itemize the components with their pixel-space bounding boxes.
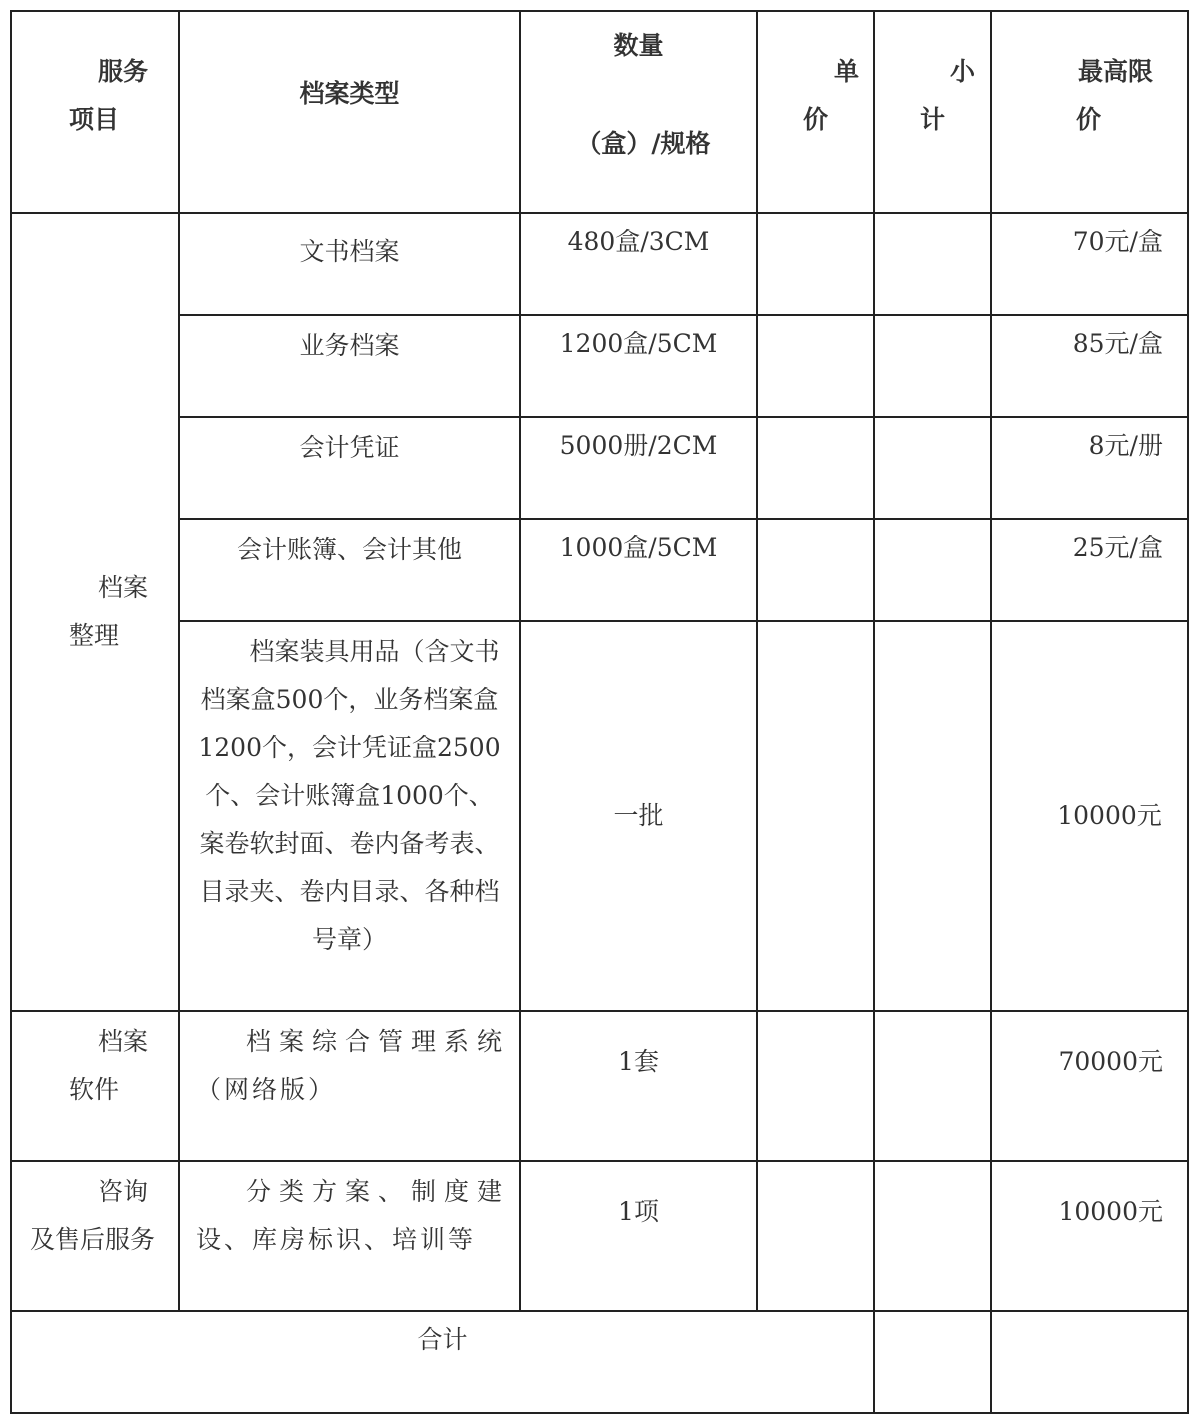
row-type: 分类方案、制度建设、库房标识、培训等: [179, 1161, 520, 1311]
row-subtotal: [874, 621, 991, 1011]
header-unit-price-line2: 价: [803, 105, 829, 134]
row-qty: 1000盒/5CM: [520, 519, 757, 621]
row-type: 业务档案: [179, 315, 520, 417]
header-max-price-line1: 最高限: [1078, 57, 1154, 86]
group-archive: [11, 213, 179, 1011]
row-type: 档案装具用品（含文书档案盒500个，业务档案盒1200个，会计凭证盒2500个、会计账簿盒1000个、案卷软封面、卷内备考表、目录夹、卷内目录、各种档号章）: [179, 621, 520, 1011]
row-unit-price: [757, 621, 874, 1011]
row-subtotal: [874, 1011, 991, 1161]
price-table: [10, 10, 1189, 1414]
row-max: 25元/盒: [991, 519, 1188, 621]
row-max: 70元/盒: [991, 213, 1188, 315]
total-max: [991, 1311, 1188, 1413]
header-subtotal: [874, 11, 991, 213]
row-unit-price: [757, 315, 874, 417]
header-service-line2: 项目: [69, 105, 120, 134]
header-unit-price: [757, 11, 874, 213]
row-unit-price: [757, 417, 874, 519]
row-max: 10000元: [991, 621, 1188, 1011]
row-type: 文书档案: [179, 213, 520, 315]
row-type: 会计账簿、会计其他: [179, 519, 520, 621]
row-qty: 1项: [520, 1161, 757, 1311]
row-unit-price: [757, 1161, 874, 1311]
row-unit-price: [757, 1011, 874, 1161]
group-software-line1: 档案: [98, 1027, 149, 1056]
header-subtotal-line2: 计: [920, 105, 946, 134]
group-archive-line1: 档案: [98, 573, 149, 602]
row-qty: 1套: [520, 1011, 757, 1161]
row-type: 档案综合管理系统（网络版）: [179, 1011, 520, 1161]
table-row: [11, 1011, 1188, 1161]
total-label: 合计: [11, 1311, 874, 1413]
row-max: 70000元: [991, 1011, 1188, 1161]
header-quantity: [520, 11, 757, 213]
row-type: 会计凭证: [179, 417, 520, 519]
row-max: 85元/盒: [991, 315, 1188, 417]
group-archive-line2: 整理: [69, 621, 120, 650]
group-software-line2: 软件: [69, 1075, 120, 1104]
table-row: [11, 213, 1188, 315]
row-max: 8元/册: [991, 417, 1188, 519]
row-qty: 5000册/2CM: [520, 417, 757, 519]
header-type-label: 档案类型: [299, 79, 400, 108]
row-max: 10000元: [991, 1161, 1188, 1311]
total-row: [11, 1311, 1188, 1413]
header-type: [179, 11, 520, 213]
row-unit-price: [757, 213, 874, 315]
group-consult: [11, 1161, 179, 1311]
group-software: [11, 1011, 179, 1161]
header-service: [11, 11, 179, 213]
header-quantity-line2: （盒）/规格: [576, 129, 711, 158]
table-row: [11, 1161, 1188, 1311]
group-consult-line2: 及售后服务: [30, 1225, 156, 1254]
row-subtotal: [874, 519, 991, 621]
header-unit-price-line1: 单: [834, 57, 860, 86]
row-unit-price: [757, 519, 874, 621]
row-subtotal: [874, 1161, 991, 1311]
table-row: [11, 315, 1188, 417]
row-subtotal: [874, 213, 991, 315]
total-subtotal: [874, 1311, 991, 1413]
table-row: [11, 519, 1188, 621]
row-subtotal: [874, 315, 991, 417]
table-row: [11, 621, 1188, 1011]
header-quantity-line1: 数量: [613, 31, 664, 60]
header-service-line1: 服务: [98, 57, 149, 86]
row-qty: 1200盒/5CM: [520, 315, 757, 417]
header-max-price: [991, 11, 1188, 213]
row-subtotal: [874, 417, 991, 519]
header-subtotal-line1: 小: [950, 57, 976, 86]
group-consult-line1: 咨询: [98, 1177, 149, 1206]
table-row: [11, 417, 1188, 519]
row-qty: 480盒/3CM: [520, 213, 757, 315]
header-max-price-line2: 价: [1076, 105, 1102, 134]
row-qty: 一批: [520, 621, 757, 1011]
header-row: [11, 11, 1188, 213]
